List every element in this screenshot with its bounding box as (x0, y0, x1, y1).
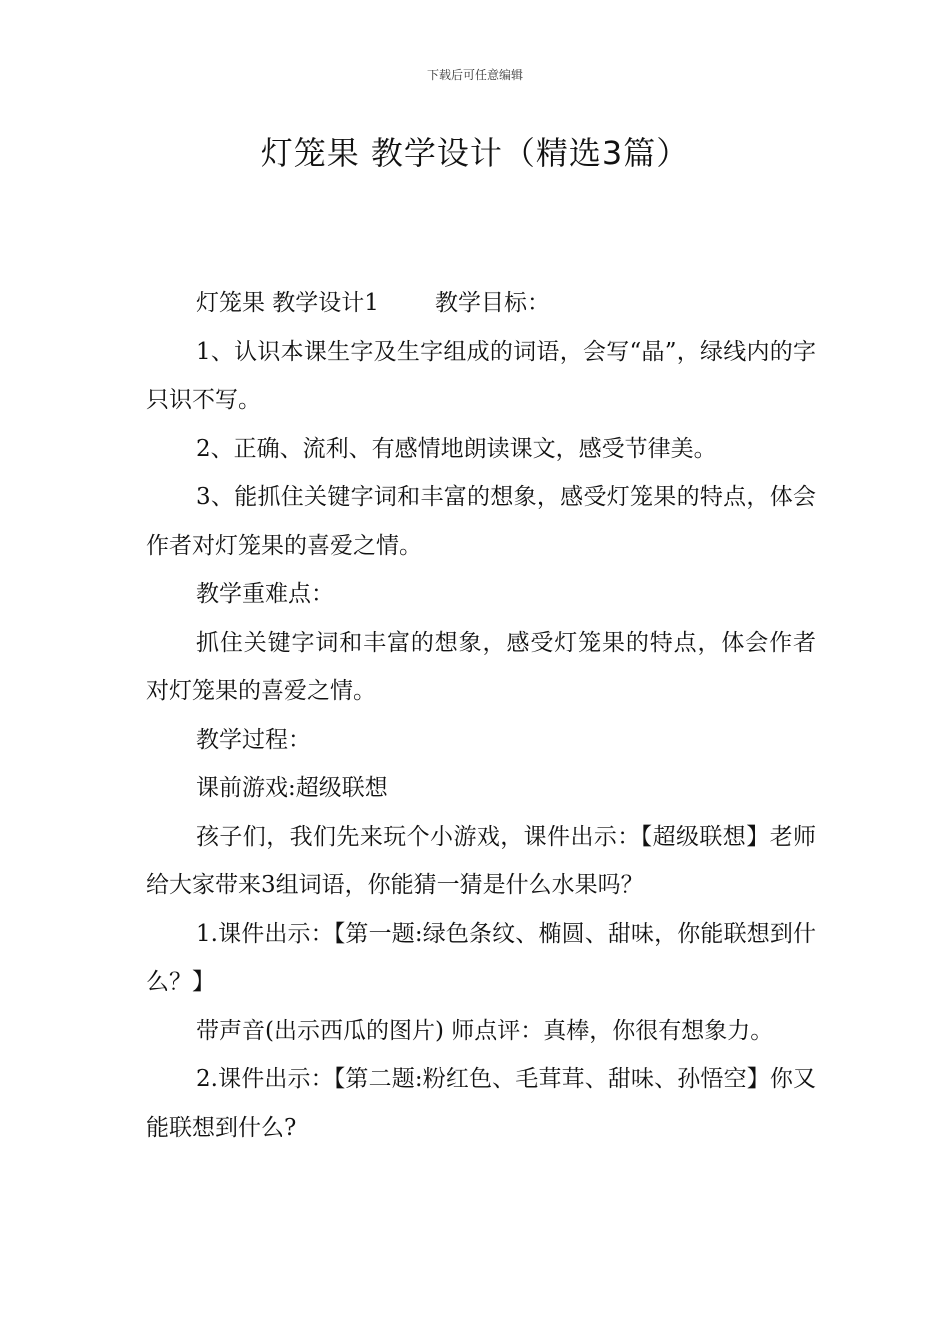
objective-3: 3、能抓住关键字词和丰富的想象，感受灯笼果的特点，体会作者对灯笼果的喜爱之情。 (146, 484, 816, 559)
teacher-comment: 带声音(出示西瓜的图片) 师点评：真棒，你很有想象力。 (196, 1017, 774, 1044)
process-label: 教学过程： (196, 726, 311, 753)
question-1: 1.课件出示：【第一题:绿色条纹、椭圆、甜味，你能联想到什么？】 (146, 920, 816, 995)
pre-class-game: 课前游戏:超级联想 (196, 775, 388, 801)
key-points-text: 抓住关键字词和丰富的想象，感受灯笼果的特点，体会作者对灯笼果的喜爱之情。 (146, 629, 816, 704)
document-body (146, 279, 816, 1152)
objectives-label: 教学目标： (434, 290, 550, 316)
section-heading: 灯笼果 教学设计1 (196, 290, 379, 316)
section-heading-line (146, 279, 816, 328)
objective-2: 2、正确、流利、有感情地朗读课文，感受节律美。 (196, 435, 717, 462)
objective-1: 1、认识本课生字及生字组成的词语，会写“晶”，绿线内的字只识不写。 (146, 338, 816, 413)
page-header-note: 下载后可任意编辑 (426, 68, 523, 82)
game-intro: 孩子们，我们先来玩个小游戏，课件出示：【超级联想】老师给大家带来3组词语，你能猜一猜是什么水果吗？ (146, 823, 816, 898)
document-title: 灯笼果 教学设计（精选3篇） (260, 134, 690, 172)
question-2: 2.课件出示：【第二题:粉红色、毛茸茸、甜味、孙悟空】你又能联想到什么? (146, 1066, 816, 1141)
key-points-label: 教学重难点： (196, 581, 334, 607)
